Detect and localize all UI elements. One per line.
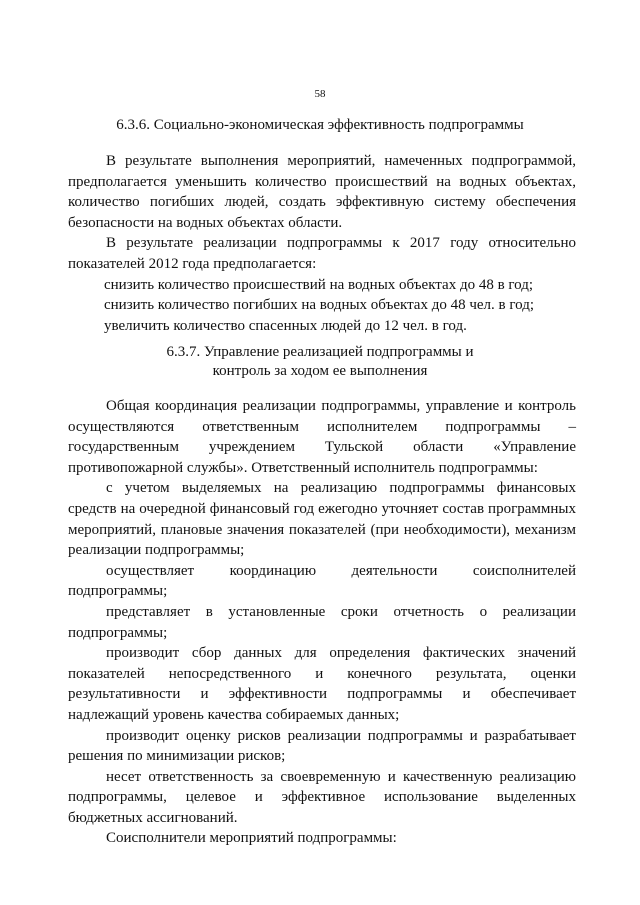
section-636-paragraph-2: В результате реализации подпрограммы к 2017 году относительно показателей 2012 года предполагается: (68, 235, 576, 272)
section-637-paragraph-3: осуществляет координацию деятельности соисполнителей подпрограммы; (68, 562, 576, 600)
section-637-title-line-1: 6.3.7. Управление реализацией подпрограммы и (166, 344, 474, 360)
section-637-paragraph-7: несет ответственность за своевременную и качественную реализацию подпрограммы, целевое и эффективное использование выделенных бюджетных ассигнований. (68, 768, 576, 826)
section-637-paragraph-8: Соисполнители мероприятий подпрограммы: (106, 830, 397, 847)
page-number: 58 (314, 88, 326, 100)
list-item: снизить количество погибших на водных объектах до 48 чел. в год; (104, 297, 535, 314)
section-637-title-line-2: контроль за ходом ее выполнения (212, 363, 428, 379)
section-637-paragraph-1: Общая координация реализации подпрограммы, управление и контроль осуществляются ответственным исполнителем подпрограммы – государственным учреждением Тульской области «Управление противопожарной службы». Ответственный исполнитель подпрограммы: (68, 398, 576, 476)
section-637-paragraph-5: производит сбор данных для определения фактических значений показателей непосредственного и конечного результата, оценки результативности и эффективности подпрограммы и обеспечивает надлежащий уровень качества собираемых данных; (68, 645, 576, 723)
section-637-paragraph-2: с учетом выделяемых на реализацию подпрограммы финансовых средств на очередной финансовый год ежегодно уточняет состав программных мероприятий, плановые значения показателей (при необходимости), механизм реализации подпрограммы; (68, 480, 576, 559)
section-637-paragraph-4: представляет в установленные сроки отчетность о реализации подпрограммы; (68, 603, 576, 641)
section-636-paragraph-1: В результате выполнения мероприятий, намеченных подпрограммой, предполагается уменьшить количество происшествий на водных объектах, количество погибших людей, создать эффективную систему обеспечения безопасности на водных объектах области. (68, 153, 576, 231)
section-636-title: 6.3.6. Социально-экономическая эффективность подпрограммы (116, 117, 524, 133)
section-636-body (68, 151, 576, 336)
list-item: снизить количество происшествий на водных объектах до 48 в год; (104, 276, 534, 293)
section-637-paragraph-6: производит оценку рисков реализации подпрограммы и разрабатывает решения по минимизации рисков; (68, 727, 576, 765)
list-item: увеличить количество спасенных людей до 12 чел. в год. (104, 317, 467, 334)
section-637-body (68, 396, 576, 849)
